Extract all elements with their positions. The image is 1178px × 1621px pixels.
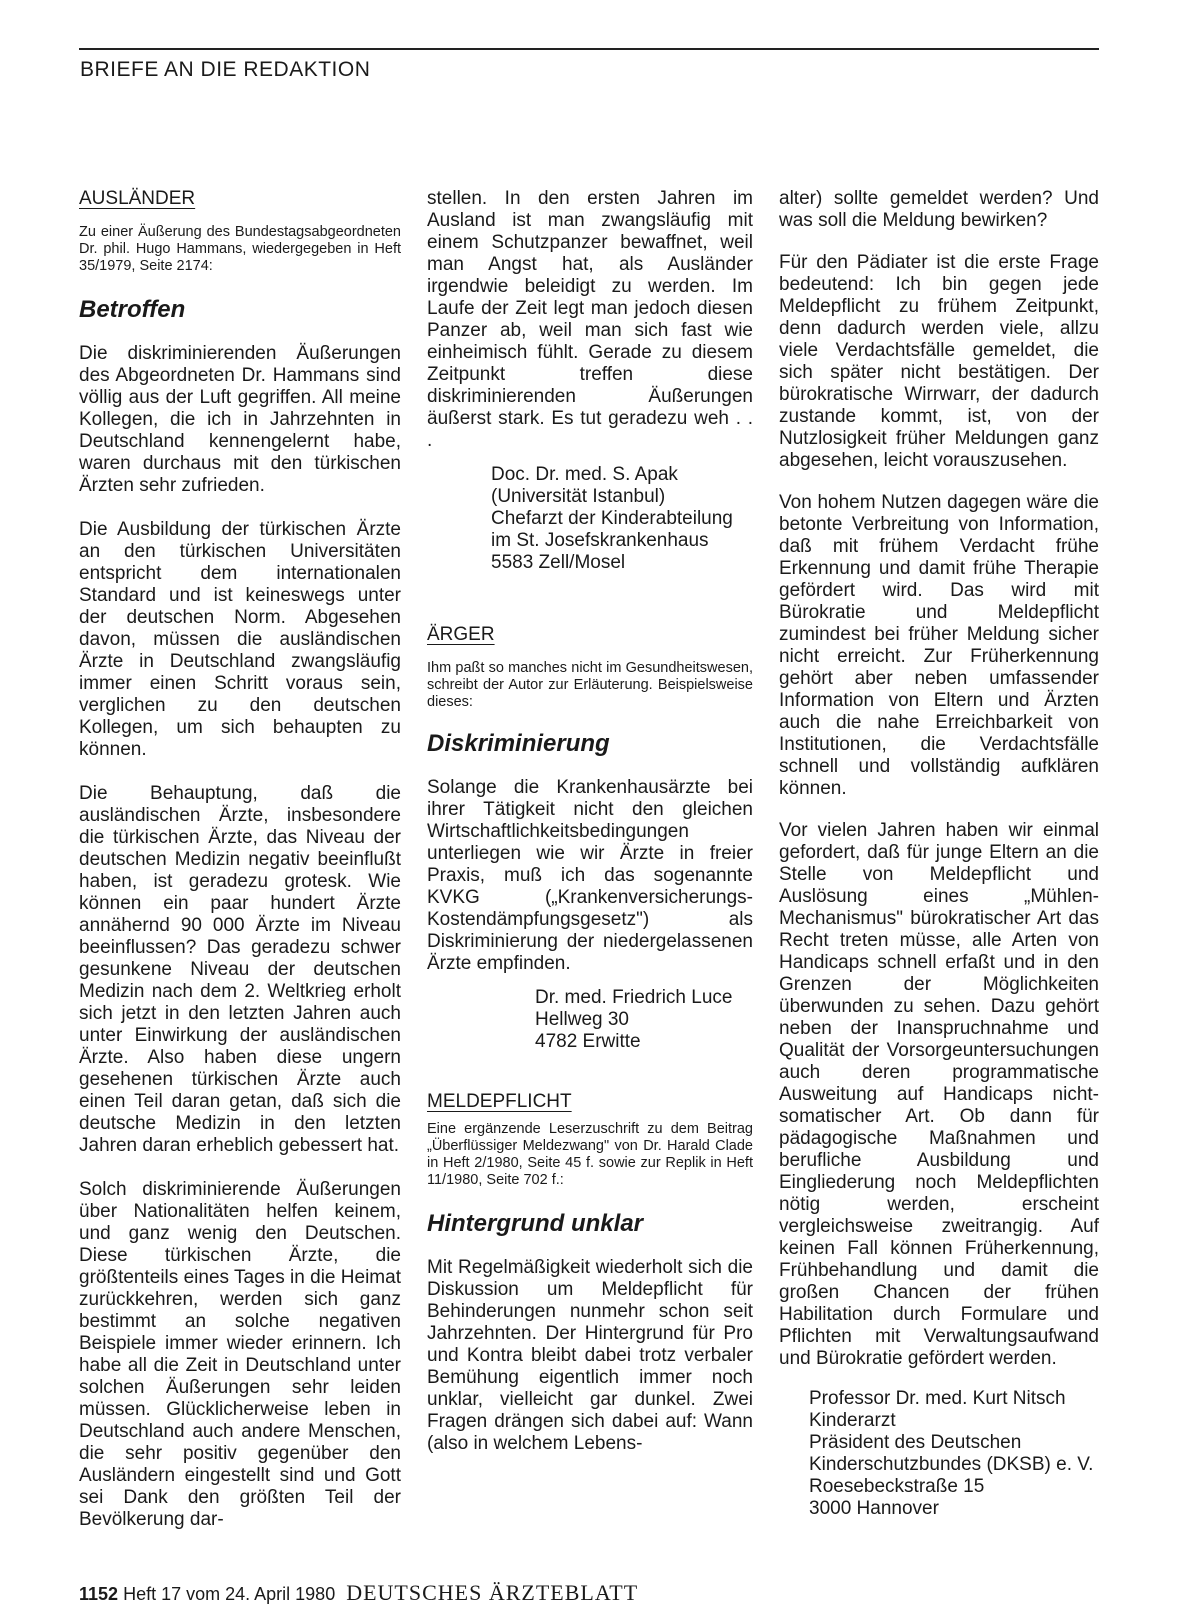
headline-hintergrund-unklar: Hintergrund unklar [427,1210,644,1237]
column-1 [79,188,401,1531]
signature-line: 4782 Erwitte [535,1031,641,1052]
signature-nitsch [809,1388,1099,1520]
signature-line: Kinderarzt [809,1410,896,1431]
column-2 [427,188,753,1455]
issue-info: Heft 17 vom 24. April 1980 [123,1584,336,1604]
paragraph: Solange die Krankenhausärzte bei ihrer Tätigkeit nicht den gleichen Wirtschaftlichkeitsbedingungen unterliegen wie wir Ärzte in freier Praxis, muß ich das sogenannte KVKG („Krankenversicherungs-Kostendämpfungsgesetz") als Diskriminierung der niedergelassenen Ärzte empfinden. [427,777,753,974]
paragraph: Die Ausbildung der türkischen Ärzte an den türkischen Universitäten entspricht dem internationalen Standard und ist keineswegs unter der deutschen Norm. Abgesehen davon, müssen die ausländischen Ärzte in Deutschland zwangsläufig immer einen Schritt voraus sein, verglichen zu den deutschen Kollegen, um sich behaupten zu können. [79,519,401,760]
paragraph: Vor vielen Jahren haben wir einmal gefordert, daß für junge Eltern an die Stelle von Meldepflicht und Auslösung eines „Mühlen-Mechanismus" bürokratischer Art das Recht treten müsse, alle Arten von Handicaps schnell erfaßt und in den Grenzen der Möglichkeiten überwunden zu sehen. Dazu gehört neben der Inanspruchnahme und Qualität der Vorsorgeuntersuchungen auch deren programmatische Ausweitung auf Handicaps nicht-somatischer Art. Ob dann für pädagogische Maßnahmen und berufliche Ausbildung und Eingliederung noch Meldepflichten nötig werden, erscheint vergleichsweise zweitrangig. Auf keinen Fall können Früherkennung, Frühbehandlung und damit die großen Chancen der frühen Habilitation durch Formulare und Pflichten mit Verwaltungsaufwand und Bürokratie gefördert werden. [779,820,1099,1369]
paragraph: Solch diskriminierende Äußerungen über Nationalitäten helfen keinem, und ganz wenig den Deutschen. Diese türkischen Ärzte, die größtenteils eines Tages in die Heimat zurückkehren, werden sich ganz bestimmt an solche negativen Beispiele immer wieder erinnern. Ich habe all die Zeit in Deutschland unter solchen Äußerungen sehr leiden müssen. Glücklicherweise leben in Deutschland auch andere Menschen, die sehr positiv gegenüber den Ausländern eingestellt sind und Gott sei Dank den größten Teil der Bevölkerung dar- [79,1179,401,1530]
page-footer [79,1580,638,1606]
kicker-auslaender: AUSLÄNDER [79,188,196,209]
signature-line: 3000 Hannover [809,1498,939,1519]
paragraph: Von hohem Nutzen dagegen wäre die betonte Verbreitung von Information, daß mit frühem Verdacht frühe Erkennung und damit frühe Therapie gefördert wird. Das wird mit Bürokratie und Meldepflicht zumindest bei früher Meldung sicher nicht erreicht. Zur Früherkennung gehört aber neben umfassender Information von Eltern und Ärzten auch die nahe Erreichbarkeit von Institutionen, die Verdachtsfälle schnell und vollständig aufklären können. [779,492,1099,799]
paragraph: Die Behauptung, daß die ausländischen Ärzte, insbesondere die türkischen Ärzte, das Niveau der deutschen Medizin negativ beeinflußt haben, ist geradezu grotesk. Wie können ein paar hundert Ärzte annähernd 90 000 Ärzte im Niveau beeinflussen? Das geradezu schwer gesunkene Niveau der deutschen Medizin nach dem 2. Weltkrieg erholt sich jetzt in den letzten Jahren auch unter Einwirkung der ausländischen Ärzte. Also haben diese ungern gesehenen türkischen Ärzte auch einen Teil daran getan, daß sich die deutsche Medizin in den letzten Jahren daran erheblich gebessert hat. [79,783,401,1156]
intro-auslaender: Zu einer Äußerung des Bundestagsabgeordneten Dr. phil. Hugo Hammans, wiedergegeben in Heft 35/1979, Seite 2174: [79,224,401,274]
intro-aerger: Ihm paßt so manches nicht im Gesundheitswesen, schreibt der Autor zur Erläuterung. Beispielsweise dieses: [427,660,753,710]
signature-line: Professor Dr. med. Kurt Nitsch [809,1388,1066,1409]
running-head: BRIEFE AN DIE REDAKTION [80,58,371,81]
signature-line: 5583 Zell/Mosel [491,552,626,573]
signature-line: Dr. med. Friedrich Luce [535,987,733,1008]
headline-betroffen: Betroffen [79,296,186,323]
signature-line: Chefarzt der Kinderabteilung [491,508,733,529]
paragraph: alter) sollte gemeldet werden? Und was soll die Meldung bewirken? [779,188,1099,231]
paragraph: Mit Regelmäßigkeit wiederholt sich die Diskussion um Meldepflicht für Behinderungen nunmehr schon seit Jahrzehnten. Der Hintergrund für Pro und Kontra bleibt dabei trotz verbaler Bemühung eigentlich immer noch unklar, vielleicht gar dunkel. Zwei Fragen drängen sich dabei auf: Wann (also in welchem Lebens- [427,1257,753,1454]
signature-line: im St. Josefskrankenhaus [491,530,709,551]
signature-luce [535,987,753,1053]
signature-line: Hellweg 30 [535,1009,629,1030]
signature-line: Kinderschutzbundes (DKSB) e. V. [809,1454,1094,1475]
top-rule [79,48,1099,50]
paragraph: stellen. In den ersten Jahren im Ausland ist man zwangsläufig mit einem Schutzpanzer bewaffnet, weil man Angst hat, als Ausländer irgendwie beleidigt zu werden. Im Laufe der Zeit legt man jedoch diesen Panzer ab, weil man sich fast wie einheimisch fühlt. Gerade zu diesem Zeitpunkt treffen diese diskriminierenden Äußerungen äußerst stark. Es tut geradezu weh . . . [427,188,753,451]
signature-line: Roesebeckstraße 15 [809,1476,985,1497]
journal-title: DEUTSCHES ÄRZTEBLATT [346,1580,639,1605]
signature-line: (Universität Istanbul) [491,486,666,507]
headline-diskriminierung: Diskriminierung [427,730,610,757]
paragraph: Die diskriminierenden Äußerungen des Abgeordneten Dr. Hammans sind völlig aus der Luft gegriffen. All meine Kollegen, die ich in Jahrzehnten in Deutschland kennengelernt habe, waren durchaus mit den türkischen Ärzten sehr zufrieden. [79,343,401,496]
intro-meldepflicht: Eine ergänzende Leserzuschrift zu dem Beitrag „Überflüssiger Meldezwang" von Dr. Harald Clade in Heft 2/1980, Seite 45 f. sowie zur Replik in Heft 11/1980, Seite 702 f.: [427,1121,753,1188]
paragraph: Für den Pädiater ist die erste Frage bedeutend: Ich bin gegen jede Meldepflicht zu frühem Zeitpunkt, denn dadurch werden viele, allzu viele Verdachtsfälle gemeldet, die sich später nicht bestätigen. Der bürokratische Wirrwarr, der dadurch zustande kommt, ist, von der Nutzlosigkeit früher Meldungen ganz abgesehen, leicht vorauszusehen. [779,252,1099,471]
column-3 [779,188,1099,1520]
signature-line: Präsident des Deutschen [809,1432,1022,1453]
signature-line: Doc. Dr. med. S. Apak [491,464,678,485]
kicker-aerger: ÄRGER [427,624,495,645]
kicker-meldepflicht: MELDEPFLICHT [427,1091,572,1112]
page-number: 1152 [79,1584,119,1604]
signature-apak [491,464,753,574]
